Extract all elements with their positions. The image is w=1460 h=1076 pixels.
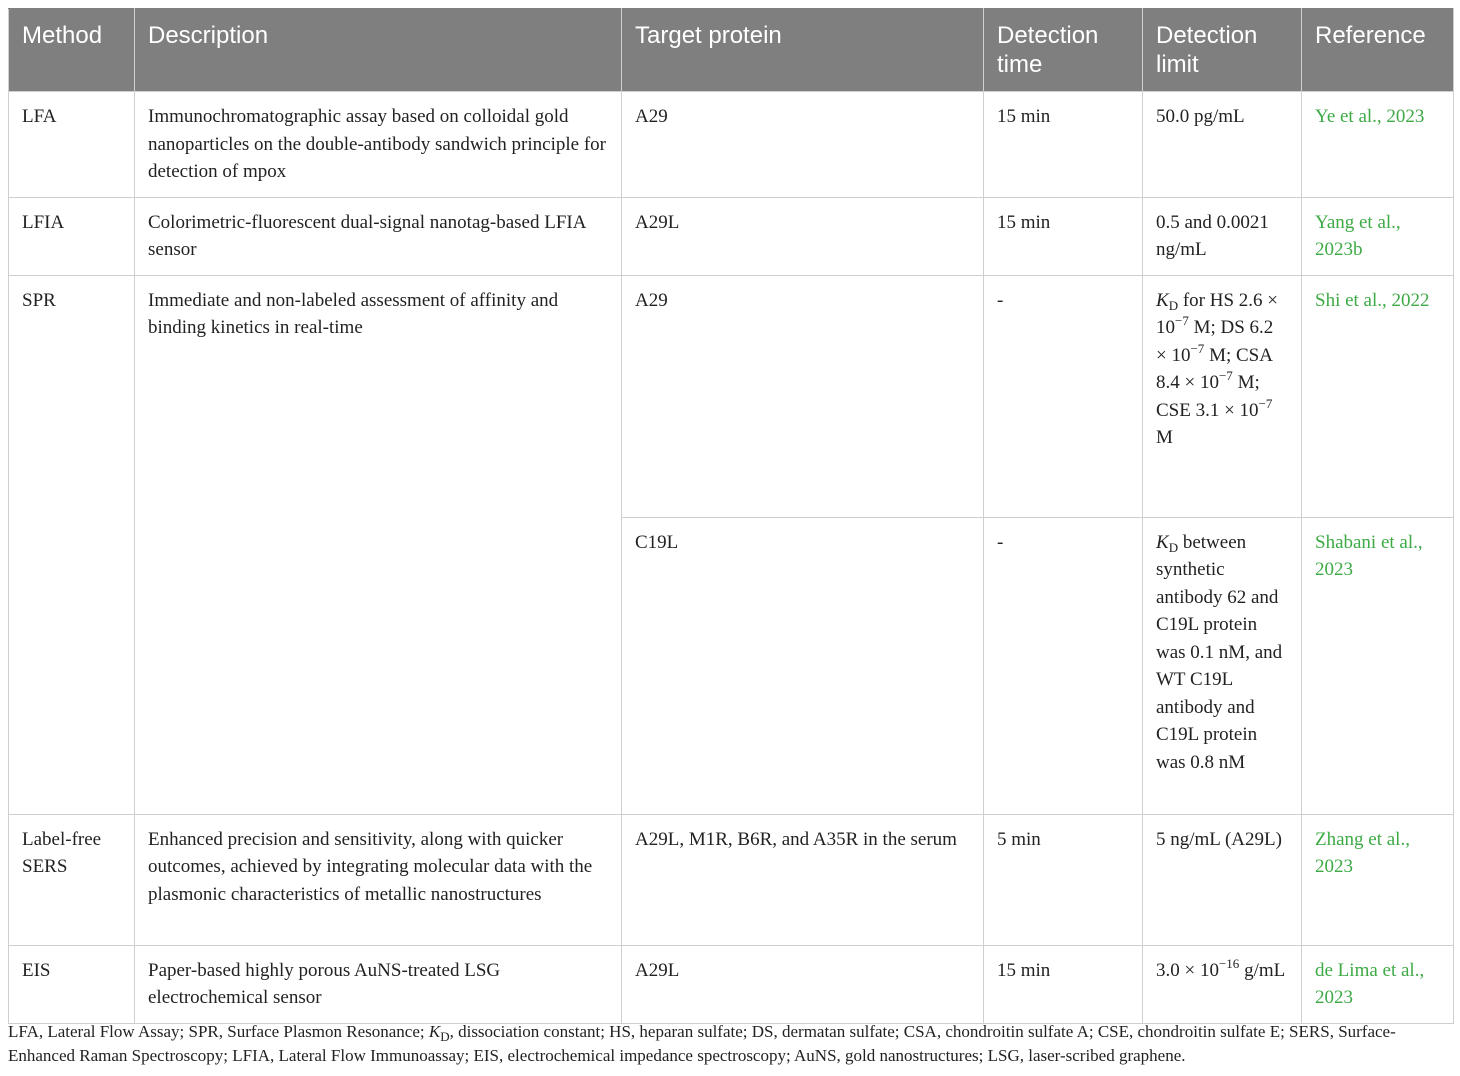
cell-limit: 50.0 pg/mL: [1143, 92, 1302, 198]
reference-link[interactable]: Shabani et al., 2023: [1315, 531, 1423, 580]
limit-text: M: [1156, 427, 1173, 448]
reference-link[interactable]: Zhang et al., 2023: [1315, 828, 1410, 877]
cell-reference[interactable]: [1302, 275, 1454, 517]
cell-reference[interactable]: [1302, 92, 1454, 198]
cell-time: 15 min: [984, 92, 1143, 198]
exponent: −7: [1218, 368, 1233, 383]
reference-link[interactable]: Yang et al., 2023b: [1315, 211, 1401, 260]
cell-target: A29L: [622, 197, 984, 275]
cell-limit: 0.5 and 0.0021 ng/mL: [1143, 197, 1302, 275]
kd-symbol: K: [1156, 289, 1169, 311]
cell-reference[interactable]: [1302, 814, 1454, 945]
cell-time: -: [984, 517, 1143, 814]
kd-subscript: D: [1168, 539, 1179, 555]
cell-method: LFIA: [9, 197, 135, 275]
cell-reference[interactable]: [1302, 945, 1454, 1023]
cell-target: A29L: [622, 945, 984, 1023]
table-row: [9, 945, 1454, 1023]
header-description: Description: [135, 9, 622, 92]
cell-description: Paper-based highly porous AuNS-treated LSG electrochemical sensor: [135, 945, 622, 1023]
exponent: −7: [1175, 313, 1189, 328]
table-row: [9, 275, 1454, 517]
exponent: −7: [1190, 340, 1205, 356]
limit-text: g/mL: [1239, 959, 1286, 981]
header-row: [9, 9, 1454, 92]
cell-reference[interactable]: [1302, 197, 1454, 275]
header-method: Method: [9, 9, 135, 92]
reference-link[interactable]: Shi et al., 2022: [1315, 289, 1430, 311]
kd-symbol: K: [428, 1022, 441, 1041]
limit-text: M; CSA 8.4 × 10: [1156, 344, 1272, 393]
cell-limit: [1143, 517, 1302, 814]
table-row: [9, 197, 1454, 275]
cell-time: 15 min: [984, 197, 1143, 275]
header-reference: Reference: [1302, 9, 1454, 92]
cell-target: A29: [622, 92, 984, 198]
cell-limit: [1143, 945, 1302, 1023]
header-detection-limit: Detection limit: [1143, 9, 1302, 92]
kd-subscript: D: [440, 1029, 450, 1044]
limit-text: 3.0 × 10: [1156, 959, 1219, 981]
cell-method: LFA: [9, 92, 135, 198]
cell-time: -: [984, 275, 1143, 517]
exponent: −16: [1218, 955, 1240, 971]
cell-reference[interactable]: [1302, 517, 1454, 814]
table-row: [9, 92, 1454, 198]
kd-subscript: D: [1168, 297, 1179, 313]
footnote-text: LFA, Lateral Flow Assay; SPR, Surface Plasmon Resonance;: [8, 1022, 429, 1041]
header-target-protein: Target protein: [622, 9, 984, 92]
table-footnote: [8, 1020, 1456, 1067]
cell-description: Enhanced precision and sensitivity, along with quicker outcomes, achieved by integrating molecular data with the plasmonic characteristics of metallic nanostructures: [135, 814, 622, 945]
cell-method: SPR: [9, 275, 135, 814]
cell-target: C19L: [622, 517, 984, 814]
footnote-text: , dissociation constant; HS, heparan sulfate; DS, dermatan sulfate; CSA, chondroitin sulfate A; CSE, chondroitin sulfate E; SERS, Surface-Enhanced Raman Spectroscopy; LFIA, Lateral Flow Immunoassay; EIS, electrochemical impedance spectroscopy; AuNS, gold nanostructures; LSG, laser-scribed graphene.: [8, 1022, 1396, 1065]
header-detection-time: Detection time: [984, 9, 1143, 92]
cell-method: EIS: [9, 945, 135, 1023]
limit-text: for HS 2.6 × 10: [1156, 289, 1278, 338]
limit-text: M; CSE 3.1 × 10: [1156, 372, 1260, 421]
cell-time: 5 min: [984, 814, 1143, 945]
exponent: −7: [1258, 395, 1273, 411]
reference-link[interactable]: Ye et al., 2023: [1315, 106, 1425, 127]
cell-description: Immediate and non-labeled assessment of affinity and binding kinetics in real-time: [135, 275, 622, 814]
data-table: [8, 8, 1454, 1024]
table-row: [9, 814, 1454, 945]
kd-symbol: K: [1156, 531, 1169, 553]
cell-description: Colorimetric-fluorescent dual-signal nanotag-based LFIA sensor: [135, 197, 622, 275]
limit-text: M; DS 6.2 × 10: [1156, 317, 1274, 366]
cell-target: A29: [622, 275, 984, 517]
cell-target: A29L, M1R, B6R, and A35R in the serum: [622, 814, 984, 945]
limit-text: between synthetic antibody 62 and C19L protein was 0.1 nM, and WT C19L antibody and C19L protein was 0.8 nM: [1156, 531, 1283, 773]
cell-limit: 5 ng/mL (A29L): [1143, 814, 1302, 945]
reference-link[interactable]: de Lima et al., 2023: [1315, 959, 1425, 1008]
cell-method: Label-free SERS: [9, 814, 135, 945]
cell-description: Immunochromatographic assay based on colloidal gold nanoparticles on the double-antibody sandwich principle for detection of mpox: [135, 92, 622, 198]
cell-time: 15 min: [984, 945, 1143, 1023]
cell-limit: [1143, 275, 1302, 517]
